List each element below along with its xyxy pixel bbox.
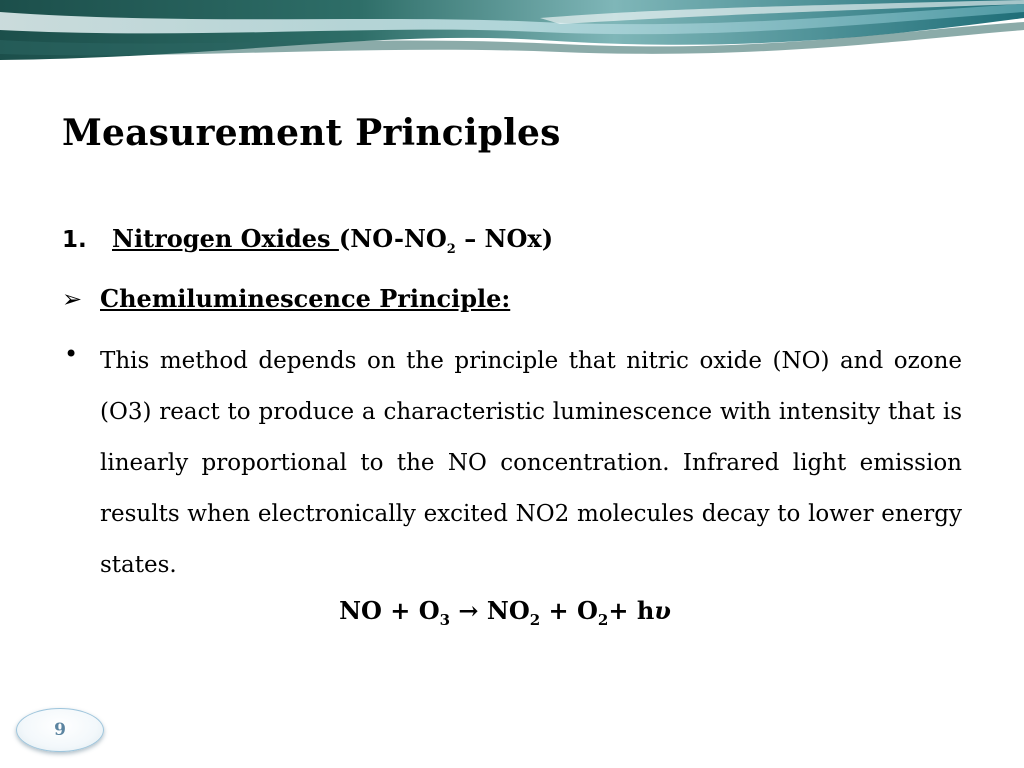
eq-term-4: + h	[608, 596, 655, 625]
slide-title: Measurement Principles	[62, 112, 561, 154]
section-formula-a: (NO-NO	[338, 224, 447, 253]
eq-sub-3: 2	[597, 610, 609, 629]
section-number: 1.	[62, 227, 87, 253]
page-number: 9	[54, 720, 66, 740]
arrow-bullet-icon: ➢	[62, 285, 83, 313]
page-number-badge	[16, 708, 104, 752]
section-name: Nitrogen Oxides	[112, 224, 339, 253]
section-formula-b: – NOx)	[455, 224, 554, 253]
section-heading	[62, 224, 553, 257]
principle-heading	[62, 284, 510, 313]
eq-term-2: → NO	[450, 596, 530, 625]
section-formula-sub: 2	[446, 241, 456, 257]
eq-sub-2: 2	[529, 610, 541, 629]
eq-sub-1: 3	[439, 610, 451, 629]
bullet-text: This method depends on the principle that nitric oxide (NO) and ozone (O3) react to produce a characteristic luminescence with intensity that is linearly proportional to the NO concentration. Infrared light emission results when electronically excited NO2 molecules decay to lower energy states.	[100, 348, 962, 578]
eq-term-3: + O	[540, 596, 598, 625]
top-wave-banner	[0, 0, 1024, 62]
principle-label: Chemiluminescence Principle:	[100, 284, 511, 313]
eq-term-1: NO + O	[339, 596, 440, 625]
bullet-dot-icon: •	[64, 340, 79, 368]
reaction-equation	[0, 596, 1010, 629]
eq-nu: υ	[654, 596, 671, 625]
